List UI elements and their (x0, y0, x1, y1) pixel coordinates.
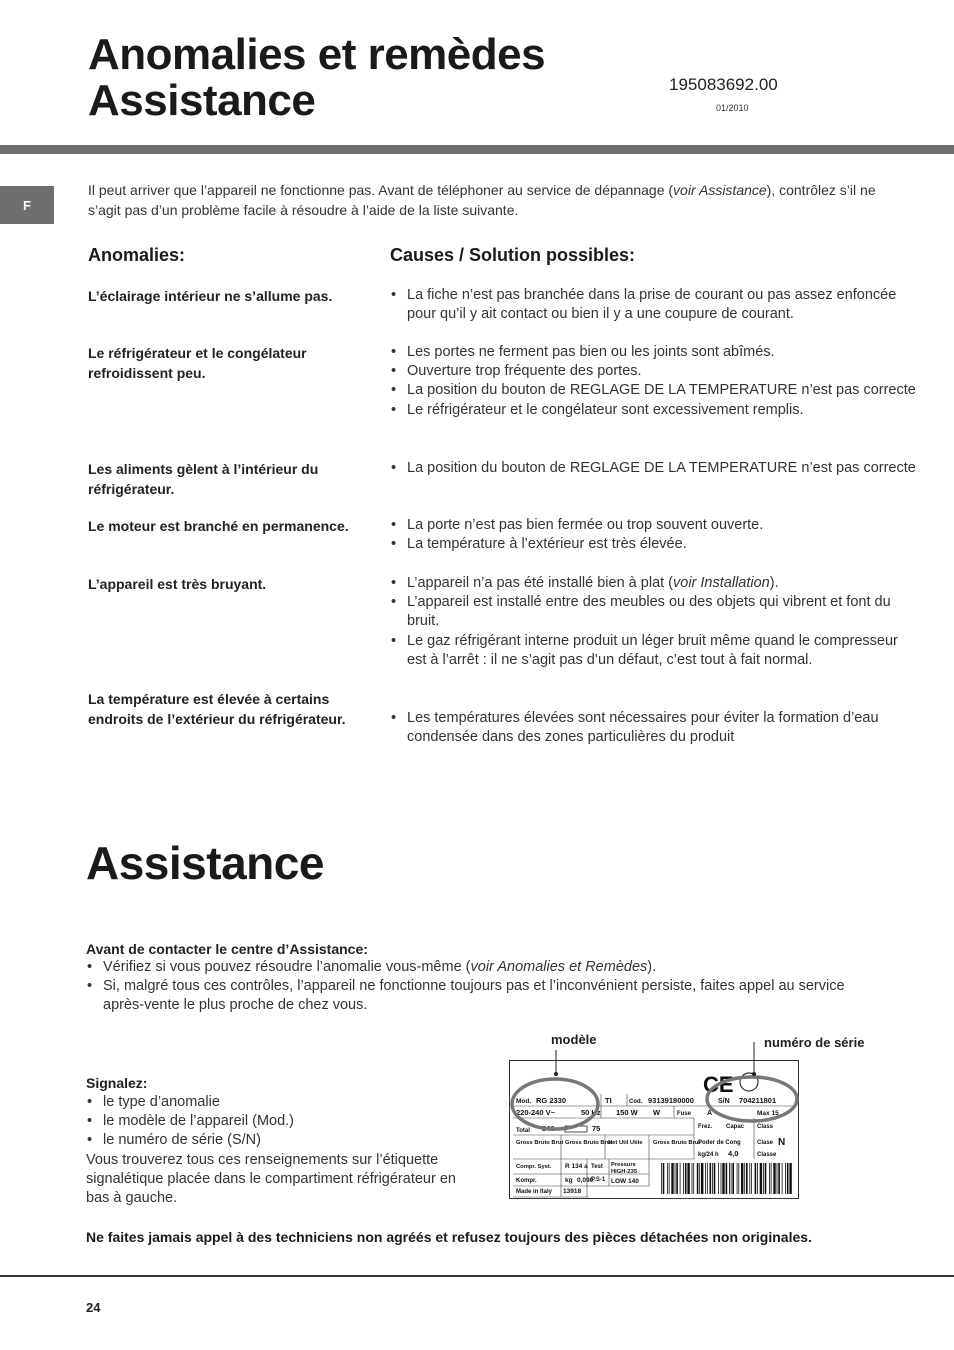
signal-item: • le type d’anomalie (86, 1093, 466, 1112)
barcode-bar (738, 1163, 739, 1194)
plate-class: Class (757, 1124, 774, 1130)
plate-ps: P.S-1 (591, 1177, 606, 1183)
plate-total-value: 340 (542, 1124, 555, 1133)
cause-item: • La position du bouton de REGLAGE DE LA TEMPERATURE n’est pas correcte (390, 381, 920, 400)
barcode-bar (751, 1163, 752, 1194)
plate-poder: Poder de Cong (698, 1140, 741, 1146)
cause-item: • L’appareil est installé entre des meubles ou des objets qui vibrent et font du bruit. (390, 593, 920, 631)
barcode-bar (777, 1163, 778, 1194)
plate-kompr: Kompr. (516, 1178, 537, 1184)
barcode-bar (789, 1163, 791, 1194)
page-title-line1: Anomalies et remèdes (88, 30, 546, 79)
footer-divider (0, 1275, 954, 1277)
plate-ti: TI (605, 1096, 612, 1105)
plate-gross-3: Gross Bruto Brut (653, 1140, 701, 1146)
barcode-bar (731, 1163, 732, 1194)
language-tab: F (0, 186, 54, 224)
plate-low: LOW 140 (611, 1178, 639, 1185)
barcode-bar (685, 1163, 687, 1194)
barcode-bar (675, 1163, 676, 1194)
assistance-title: Assistance (86, 837, 324, 889)
anomaly-3: Les aliments gèlent à l’intérieur du réfrigérateur. (88, 461, 319, 497)
barcode-bar (663, 1163, 665, 1194)
barcode-bar (692, 1163, 693, 1194)
barcode-bar (667, 1163, 668, 1194)
barcode-bar (755, 1163, 757, 1194)
plate-gross-1: Gross Bruto Brut (516, 1140, 564, 1146)
cause-item: • Le gaz réfrigérant interne produit un léger bruit même quand le compresseur est à l’arrêt : il ne s’agit pas d’un défaut, c’est tout à fait normal. (390, 632, 920, 670)
plate-total-label: Total (516, 1128, 530, 1134)
anomaly-2: Le réfrigérateur et le congélateur refroidissent peu. (88, 345, 307, 381)
causes-list-6 (390, 709, 920, 747)
plate-kg24-value: 4,0 (728, 1149, 739, 1158)
barcode-bar (760, 1163, 762, 1194)
barcode-bar (671, 1163, 673, 1194)
barcode-bar (693, 1163, 694, 1194)
warning-note: Ne faites jamais appel à des techniciens non agréés et refusez toujours des pièces détachées non originales. (86, 1229, 812, 1245)
plate-net: Net Util Utile (608, 1140, 643, 1146)
plate-clase-value: N (778, 1137, 786, 1148)
signal-list (86, 1093, 466, 1151)
barcode-bar (710, 1163, 712, 1194)
barcode-bar (661, 1163, 662, 1194)
barcode-bar (744, 1163, 745, 1194)
barcode-bar (763, 1163, 764, 1194)
intro-text-end: ), contrôlez s’il ne s’agit pas d’un problème facile à résoudre à l’aide de la liste suivante. (88, 182, 876, 218)
barcode-bar (741, 1163, 743, 1194)
anomalies-heading: Anomalies: (88, 245, 186, 265)
page-title-line2: Assistance (88, 76, 316, 125)
barcode-bar (726, 1163, 728, 1194)
causes-list-5 (390, 574, 920, 670)
plate-capac: Capac (726, 1124, 745, 1130)
page-title (88, 32, 545, 124)
cause-item: • Ouverture trop fréquente des portes. (390, 362, 920, 381)
cause-item: • Les températures élevées sont nécessaires pour éviter la formation d’eau condensée dans des zones particulières du produit (390, 709, 920, 747)
plate-watt: 150 W (616, 1108, 638, 1117)
plate-kg-value: 0,090 (577, 1177, 594, 1184)
page-number: 24 (86, 1300, 101, 1315)
barcode-bar (773, 1163, 775, 1194)
cause-link: voir Installation (673, 575, 770, 591)
before-link: voir Anomalies et Remèdes (470, 959, 648, 975)
anomaly-4: Le moteur est branché en permanence. (88, 518, 349, 534)
signal-heading: Signalez: (86, 1075, 148, 1091)
model-callout-label: modèle (551, 1032, 597, 1047)
barcode-bar (718, 1163, 719, 1194)
before-item: • Si, malgré tous ces contrôles, l’appareil ne fonctionne toujours pas et l’inconvénient persiste, faites appel au service après-vente le plus proche de chez vous. (86, 977, 886, 1015)
plate-sn-value: 704211801 (739, 1096, 777, 1105)
barcode-bar (687, 1163, 689, 1194)
barcode-bar (746, 1163, 748, 1194)
plate-compr: Compr. Syst. (516, 1164, 552, 1170)
before-text: Vérifiez si vous pouvez résoudre l’anomalie vous-même ( (103, 959, 471, 975)
cause-item: • La fiche n’est pas branchée dans la prise de courant ou pas assez enfoncée pour qu’il y ait contact ou bien il y a une coupure de courant. (390, 286, 920, 324)
barcode-bar (787, 1163, 789, 1194)
barcode-bar (676, 1163, 678, 1194)
barcode-bar (721, 1163, 722, 1194)
barcode-bar (771, 1163, 772, 1194)
serial-leader-dot (752, 1072, 756, 1076)
causes-heading: Causes / Solution possibles: (390, 245, 636, 265)
plate-value-75: 75 (592, 1124, 601, 1133)
plate-mod-label: Mod. (516, 1098, 532, 1105)
before-contact-list (86, 958, 886, 1016)
causes-list-1 (390, 286, 920, 324)
plate-test: Test (591, 1164, 603, 1170)
intro-link: voir Assistance (673, 182, 767, 198)
signal-item: • le numéro de série (S/N) (86, 1131, 466, 1150)
barcode-bar (701, 1163, 703, 1194)
plate-made-in: Made in Italy (516, 1189, 553, 1195)
plate-frez: Frez. (698, 1124, 713, 1130)
intro-paragraph (88, 180, 878, 220)
plate-kg: kg (565, 1177, 573, 1184)
cause-item: • La position du bouton de REGLAGE DE LA TEMPERATURE n’est pas correcte (390, 459, 920, 478)
model-leader-dot (554, 1072, 558, 1076)
cause-text: L’appareil n’a pas été installé bien à plat ( (407, 575, 674, 591)
barcode-bar (712, 1163, 713, 1194)
intro-text-start: Il peut arriver que l’appareil ne fonctionne pas. Avant de téléphoner au service de dépannage ( (88, 182, 674, 198)
cause-item: • Le réfrigérateur et le congélateur sont excessivement remplis. (390, 401, 920, 420)
header-divider (0, 145, 954, 154)
cause-item: • La porte n’est pas bien fermée ou trop souvent ouverte. (390, 516, 920, 535)
barcode-bar (697, 1163, 699, 1194)
barcode-bar (683, 1163, 684, 1194)
plate-pressure: Pressure (611, 1162, 636, 1168)
barcode-bar (778, 1163, 780, 1194)
barcode-bar (705, 1163, 706, 1194)
plate-gross-2: Gross Bruto Brut (565, 1140, 613, 1146)
plate-cod-value: 93139180000 (648, 1096, 694, 1105)
barcode-bar (782, 1163, 783, 1194)
barcode-bar (669, 1163, 670, 1194)
plate-fuse: Fuse (677, 1111, 692, 1117)
causes-list-4 (390, 516, 920, 554)
causes-list-2 (390, 343, 920, 420)
signal-paragraph: Vous trouverez tous ces renseignements sur l’étiquette signalétique placée dans le compartiment réfrigérateur en bas à gauche. (86, 1152, 456, 1207)
ce-mark: CE (703, 1072, 734, 1097)
barcode-bar (699, 1163, 700, 1194)
plate-high: HIGH-235 (611, 1169, 638, 1175)
plate-made-value: 13918 (563, 1188, 582, 1195)
plate-max: Max 15 (757, 1110, 779, 1117)
barcode-bar (729, 1163, 730, 1194)
callout-lines (500, 1030, 800, 1090)
plate-clase: Clase (757, 1140, 774, 1146)
plate-w2: W (653, 1108, 661, 1117)
barcode-bar (765, 1163, 767, 1194)
plate-voltage: 220-240 V~ (516, 1108, 555, 1117)
barcode-bar (737, 1163, 738, 1194)
cause-item: • Les portes ne ferment pas bien ou les joints sont abîmés. (390, 343, 920, 362)
plate-frequency: 50 Hz (581, 1108, 601, 1117)
document-date: 01/2010 (716, 103, 749, 113)
barcode-bar (714, 1163, 716, 1194)
barcode-bar (769, 1163, 770, 1194)
barcode-bar (749, 1163, 750, 1194)
serial-callout-label: numéro de série (764, 1035, 865, 1050)
document-code: 195083692.00 (669, 75, 778, 94)
before-item (86, 958, 886, 977)
signal-item: • le modèle de l’appareil (Mod.) (86, 1112, 466, 1131)
causes-list-3 (390, 459, 920, 478)
cause-text-end: ). (769, 575, 779, 591)
barcode-bar (785, 1163, 786, 1194)
plate-refrigerant: R 134 a (565, 1163, 588, 1170)
anomaly-6: La température est élevée à certains endroits de l’extérieur du réfrigérateur. (88, 691, 346, 727)
cause-item (390, 574, 920, 593)
plate-mod-value: RG 2330 (536, 1096, 567, 1105)
plate-sn-label: S/N (718, 1098, 730, 1105)
cause-item: • La température à l’extérieur est très élevée. (390, 535, 920, 554)
barcode-bar (757, 1163, 758, 1194)
barcode-bar (732, 1163, 734, 1194)
plate-kg24: kg/24 h (698, 1152, 719, 1158)
barcode-bar (707, 1163, 708, 1194)
plate-cod-label: Cod. (629, 1099, 643, 1105)
anomaly-1: L’éclairage intérieur ne s’allume pas. (88, 288, 333, 304)
plate-amp: A (707, 1110, 713, 1117)
before-contact-heading: Avant de contacter le centre d’Assistance: (86, 941, 368, 957)
anomaly-5: L’appareil est très bruyant. (88, 576, 267, 592)
barcode-bar (680, 1163, 681, 1194)
before-text-end: ). (647, 959, 657, 975)
barcode-bar (722, 1163, 724, 1194)
plate-classe: Classe (757, 1152, 777, 1158)
